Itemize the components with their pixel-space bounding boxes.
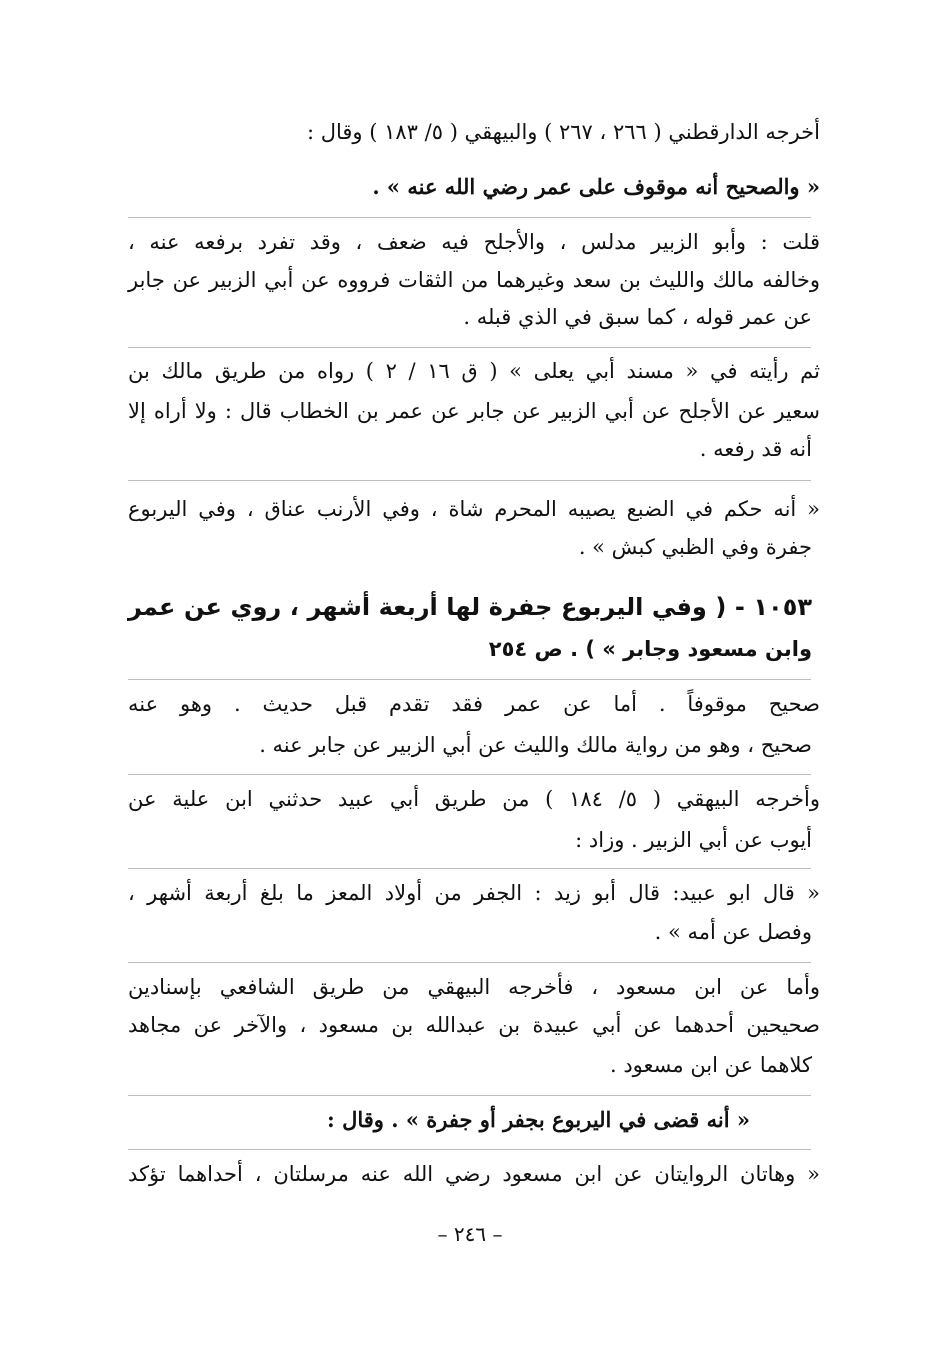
page-number: – ٢٤٦ – (437, 1222, 503, 1246)
paragraph-divider (128, 679, 811, 680)
quote-line: « أنه حكم في الضبع يصيبه المحرم شاة ، وفي الأرنب عناق ، وفي اليربوع (128, 497, 820, 521)
quote-line: « والصحيح أنه موقوف على عمر رضي الله عنه » . (372, 174, 820, 199)
text-line: أنه قد رفعه . (699, 437, 812, 461)
paragraph-divider (128, 774, 811, 775)
text-line: أيوب عن أبي الزبير . وزاد : (575, 828, 812, 852)
paragraph-divider (128, 962, 811, 963)
hadith-heading-line: وابن مسعود وجابر » ) . ص ٢٥٤ (488, 637, 812, 661)
quote-line: وفصل عن أمه » . (654, 920, 812, 944)
text-line: وأما عن ابن مسعود ، فأخرجه البيهقي من طريق الشافعي بإسنادين (128, 975, 820, 999)
text-line: صحيح موقوفاً . أما عن عمر فقد تقدم قبل حديث . وهو عنه (128, 692, 820, 716)
paragraph-divider (128, 1149, 811, 1150)
text-line: أخرجه الدارقطني ( ٢٦٦ ، ٢٦٧ ) والبيهقي ( ٥/ ١٨٣ ) وقال : (306, 120, 820, 144)
paragraph-divider (128, 347, 811, 348)
paragraph-divider (128, 1095, 811, 1096)
paragraph-divider (128, 217, 811, 218)
text-line: وخالفه مالك والليث بن سعد وغيرهما من الثقات فرووه عن أبي الزبير عن جابر (128, 268, 820, 292)
text-line: كلاهما عن ابن مسعود . (609, 1053, 812, 1077)
quote-line: « أنه قضى في اليربوع بجفر أو جفرة » . وقال : (327, 1107, 750, 1132)
text-line: قلت : وأبو الزبير مدلس ، والأجلح فيه ضعف ، وقد تفرد برفعه عنه ، (128, 230, 820, 254)
text-line: صحيحين أحدهما عن أبي عبيدة بن عبدالله بن مسعود ، والآخر عن مجاهد (128, 1013, 820, 1037)
hadith-heading: ١٠٥٣ - ( وفي اليربوع جفرة لها أربعة أشهر ، روي عن عمر (128, 593, 812, 621)
quote-line: « وهاتان الروايتان عن ابن مسعود رضي الله عنه مرسلتان ، أحداهما تؤكد (128, 1162, 820, 1186)
text-line: وأخرجه البيهقي ( ٥/ ١٨٤ ) من طريق أبي عبيد حدثني ابن علية عن (128, 787, 820, 811)
text-line: سعير عن الأجلح عن أبي الزبير عن جابر عن عمر بن الخطاب قال : ولا أراه إلا (128, 399, 820, 423)
text-line: ثم رأيته في « مسند أبي يعلى » ( ق ١٦ / ٢ ) رواه من طريق مالك بن (128, 359, 820, 383)
text-line: صحيح ، وهو من رواية مالك والليث عن أبي الزبير عن جابر عنه . (259, 733, 812, 757)
text-line: عن عمر قوله ، كما سبق في الذي قبله . (463, 305, 812, 329)
paragraph-divider (128, 480, 811, 481)
quote-line: « قال ابو عبيد: قال أبو زيد : الجفر من أولاد المعز ما بلغ أربعة أشهر ، (128, 881, 820, 905)
paragraph-divider (128, 868, 811, 869)
quote-line: جفرة وفي الظبي كبش » . (578, 535, 812, 559)
